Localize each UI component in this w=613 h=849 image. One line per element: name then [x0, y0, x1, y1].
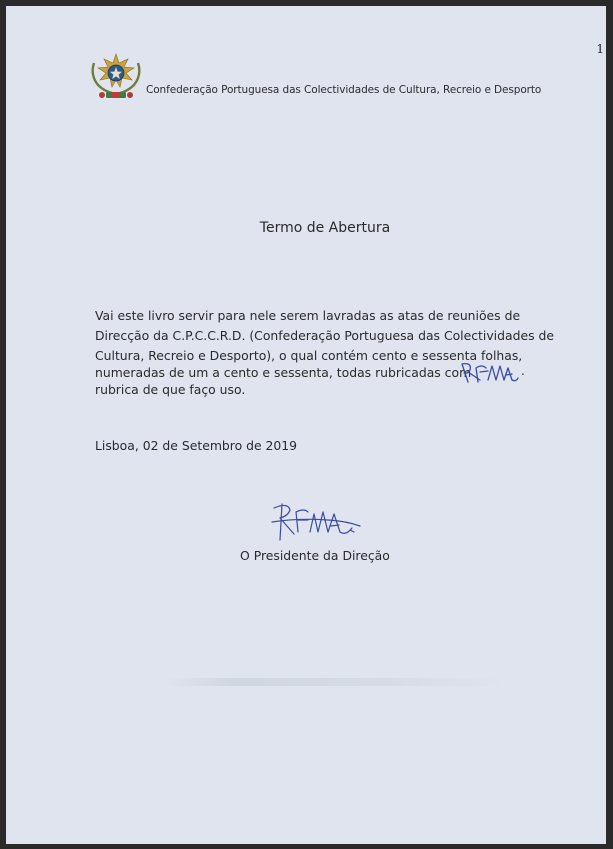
document-title-text: Termo de Abertura [259, 220, 391, 236]
body-line: numeradas de um a cento e sessenta, todas rubricadas com [95, 365, 472, 380]
trailing-period: . [521, 364, 525, 378]
place-and-date: Lisboa, 02 de Setembro de 2019 [95, 438, 298, 453]
document-title [6, 220, 606, 236]
organization-emblem-icon [88, 51, 144, 101]
handwritten-signature [268, 500, 364, 544]
page-number: 1 [596, 42, 604, 56]
body-line: Vai este livro servir para nele serem lavradas as atas de reuniões de [95, 308, 521, 323]
document-page [6, 6, 606, 844]
scan-artifact [166, 678, 506, 686]
body-line: Direcção da C.P.C.C.R.D. (Confederação Portuguesa das Colectividades de [95, 328, 554, 343]
organization-name: Confederação Portuguesa das Colectividades de Cultura, Recreio e Desporto [146, 84, 542, 96]
body-line: rubrica de que faço uso. [95, 382, 246, 397]
signatory-title: O Presidente da Direção [240, 548, 390, 563]
handwritten-initials [458, 358, 526, 388]
body-line: Cultura, Recreio e Desporto), o qual contém cento e sessenta folhas, [95, 348, 523, 363]
